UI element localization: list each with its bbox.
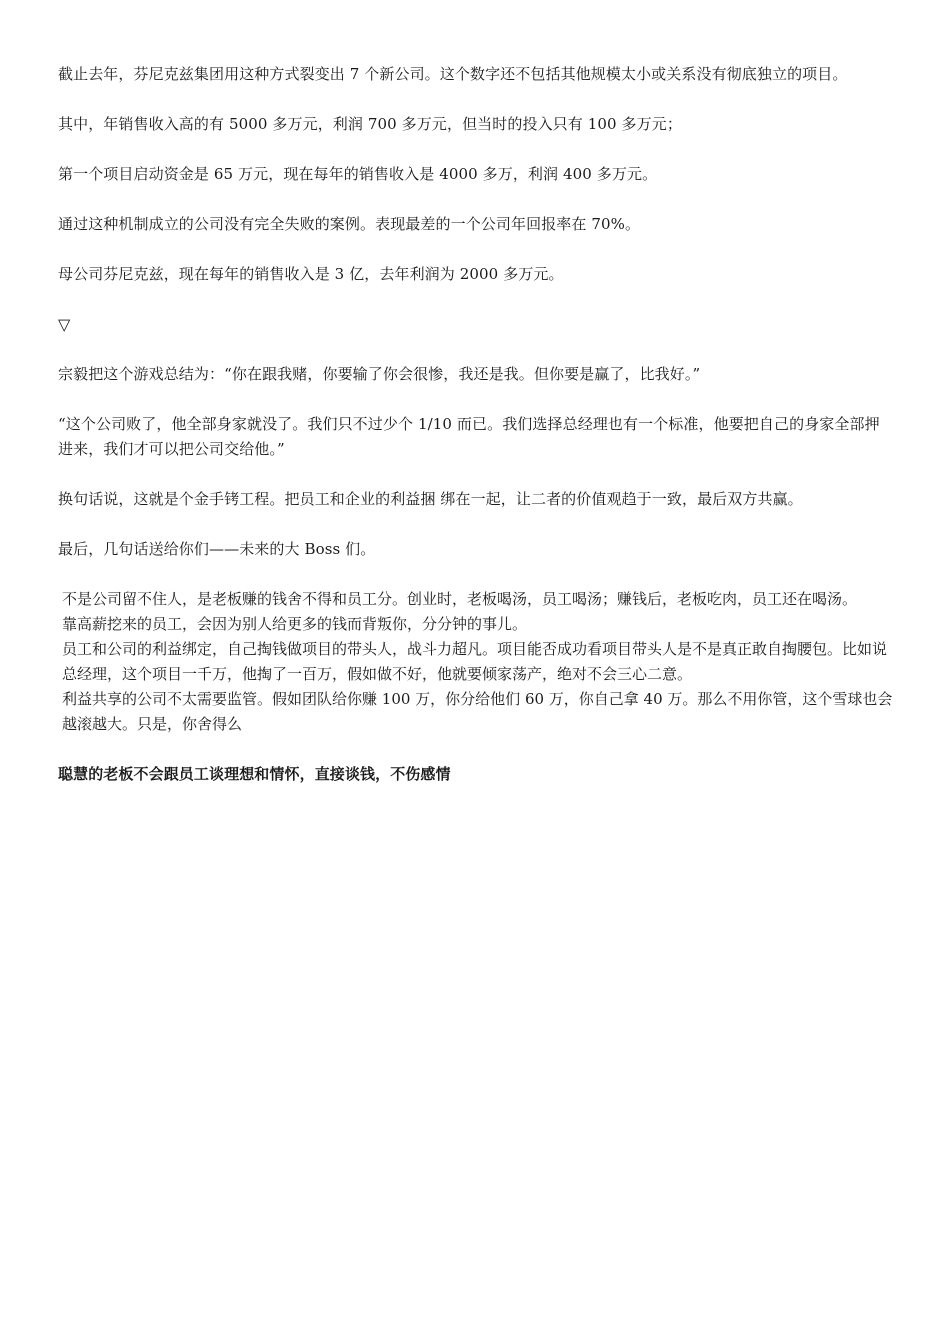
spacer — [58, 737, 894, 762]
closing-statement: 聪慧的老板不会跟员工谈理想和情怀，直接谈钱，不伤感情 — [58, 765, 451, 783]
spacer — [58, 87, 894, 112]
paragraph-golden-handcuffs: 换句话说，这就是个金手铐工程。把员工和企业的利益捆 绑在一起，让二者的价值观趋于一致，最后双方共赢。 — [58, 490, 803, 508]
list-item: 不是公司留不住人，是老板赚的钱舍不得和员工分。创业时，老板喝汤，员工喝汤；赚钱后，老板吃肉，员工还在喝汤。 — [62, 590, 858, 608]
triangle-down-icon: ▽ — [58, 315, 71, 334]
spacer — [58, 187, 894, 212]
spacer — [58, 237, 894, 262]
spacer — [58, 137, 894, 162]
spacer — [58, 387, 894, 412]
spacer — [58, 512, 894, 537]
paragraph-no-failures: 通过这种机制成立的公司没有完全失败的案例。表现最差的一个公司年回报率在 70%。 — [58, 215, 641, 233]
paragraph-quote-gamble: 宗毅把这个游戏总结为：“你在跟我赌，你要输了你会很惨，我还是我。但你要是赢了，比我好。” — [58, 365, 701, 383]
spacer — [58, 287, 894, 312]
key-points-list — [58, 587, 894, 737]
paragraph-top-revenue: 其中，年销售收入高的有 5000 多万元，利润 700 多万元，但当时的投入只有 100 多万元； — [58, 115, 682, 133]
list-item: 靠高薪挖来的员工，会因为别人给更多的钱而背叛你，分分钟的事儿。 — [62, 615, 528, 633]
spacer — [58, 462, 894, 487]
paragraph-closing-intro: 最后，几句话送给你们——未来的大 Boss 们。 — [58, 540, 376, 558]
paragraph-quote-manager: “这个公司败了，他全部身家就没了。我们只不过少个 1/10 而已。我们选择总经理也有一个标准，他要把自己的身家全部押进来，我们才可以把公司交给他。” — [58, 415, 880, 458]
list-item: 员工和公司的利益绑定，自己掏钱做项目的带头人，战斗力超凡。项目能否成功看项目带头人是不是真正敢自掏腰包。比如说总经理，这个项目一千万，他掏了一百万，假如做不好，他就要倾家荡产，绝对不会三心二意。 — [62, 640, 888, 683]
paragraph-spinoff-count: 截止去年，芬尼克兹集团用这种方式裂变出 7 个新公司。这个数字还不包括其他规模太小或关系没有彻底独立的项目。 — [58, 65, 848, 83]
paragraph-first-project: 第一个项目启动资金是 65 万元，现在每年的销售收入是 4000 多万，利润 400 多万元。 — [58, 165, 658, 183]
list-item: 利益共享的公司不太需要监管。假如团队给你赚 100 万，你分给他们 60 万，你自己拿 40 万。那么不用你管，这个雪球也会越滚越大。只是，你舍得么 — [62, 690, 893, 733]
spacer — [58, 337, 894, 362]
document-body — [58, 62, 894, 787]
paragraph-parent-company: 母公司芬尼克兹，现在每年的销售收入是 3 亿，去年利润为 2000 多万元。 — [58, 265, 564, 283]
spacer — [58, 562, 894, 587]
